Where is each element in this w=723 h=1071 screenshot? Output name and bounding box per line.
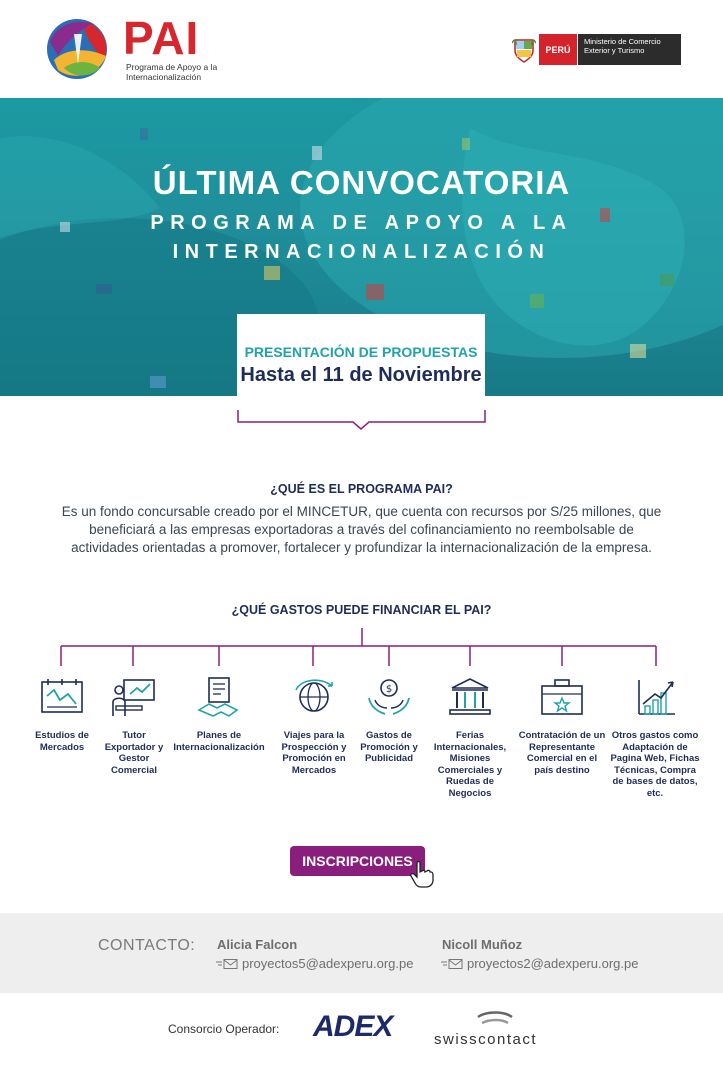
banner-title: ÚLTIMA CONVOCATORIA [152, 164, 571, 201]
gasto-label: Gastos de Promoción y Publicidad [360, 730, 418, 764]
pai-logo-subtitle: Programa de Apoyo a la Internacionalización [126, 62, 218, 82]
mail-icon [216, 959, 238, 969]
deadline-label: PRESENTACIÓN DE PROPUESTAS [244, 344, 478, 360]
banner-subtitle-line1: PROGRAMA DE APOYO A LA [150, 212, 573, 234]
institution-icon [446, 676, 494, 718]
contact-person-1 [216, 937, 413, 971]
gasto-label: Planes de Internacionalización [173, 730, 265, 753]
mincetur-logo [512, 34, 681, 65]
chart-board-icon [38, 676, 86, 718]
adex-logo: ADEX [313, 1010, 393, 1043]
growth-chart-icon [631, 676, 679, 718]
gasto-label: Tutor Exportador y Gestor Comercial [104, 730, 164, 776]
gasto-label: Viajes para la Prospección y Promoción en Mercados [281, 730, 347, 776]
peru-coat-of-arms-icon [512, 37, 536, 63]
contact-email[interactable]: proyectos5@adexperu.org.pe [242, 956, 414, 971]
gasto-item-planes [170, 676, 268, 753]
svg-text:$: $ [385, 684, 393, 695]
mail-icon [441, 959, 463, 969]
gasto-label: Contratación de un Representante Comercial en el país destino [518, 730, 606, 776]
deadline-card [237, 314, 485, 398]
gastos-heading: ¿QUÉ GASTOS PUEDE FINANCIAR EL PAI? [231, 603, 492, 617]
gasto-item-viajes [278, 676, 350, 776]
contact-email[interactable]: proyectos2@adexperu.org.pe [467, 956, 639, 971]
gasto-item-ferias [428, 676, 512, 799]
contact-name: Nicoll Muñoz [442, 937, 523, 952]
contact-email-row[interactable] [216, 956, 413, 971]
contact-name: Alicia Falcon [217, 937, 298, 952]
contact-person-2 [441, 937, 638, 971]
peru-label: PERÚ [539, 34, 577, 65]
info-heading: ¿QUÉ ES EL PROGRAMA PAI? [270, 482, 453, 496]
swisscontact-logo: swisscontact [434, 1031, 538, 1048]
gasto-label: Ferias Internacionales, Misiones Comerciales y Ruedas de Negocios [433, 730, 507, 799]
ministry-label: Ministerio de Comercio Exterior y Turismo [577, 34, 681, 65]
gastos-connector-tree [0, 628, 723, 668]
inscripciones-button[interactable]: INSCRIPCIONES [290, 846, 425, 876]
contact-label: CONTACTO: [98, 937, 196, 954]
pai-logo-word: PAI [123, 12, 200, 64]
gasto-item-otros [610, 676, 700, 799]
globe-icon [290, 676, 338, 718]
money-hands-icon [365, 676, 413, 718]
briefcase-icon [538, 676, 586, 718]
gasto-item-tutor [102, 676, 166, 776]
pointer-hand-icon [408, 860, 436, 888]
gasto-item-gastos [356, 676, 422, 765]
handshake-document-icon [195, 676, 243, 718]
gasto-label: Estudios de Mercados [35, 730, 89, 753]
deadline-bracket [237, 398, 486, 432]
deadline-value: Hasta el 11 de Noviembre [240, 364, 482, 386]
gasto-label: Otros gastos como Adaptación de Pagina Web, Fichas Técnicas, Compra de bases de datos, etc. [610, 730, 700, 799]
banner-subtitle-line2: INTERNACIONALIZACIÓN [172, 241, 551, 263]
swisscontact-mark-icon [474, 1011, 516, 1029]
presenter-icon [110, 676, 158, 718]
contact-section [0, 913, 723, 993]
contact-email-row[interactable] [441, 956, 638, 971]
pai-globe-logo [44, 16, 114, 82]
gasto-item-estudios [20, 676, 104, 753]
footer-label: Consorcio Operador: [168, 1022, 280, 1036]
gasto-item-contratacion [518, 676, 606, 776]
header [0, 0, 723, 98]
info-body: Es un fondo concursable creado por el MINCETUR, que cuenta con recursos por S/25 millones, que beneficiará a las empresas exportadoras a través del cofinanciamiento no reembolsable de actividades orientadas a promover, fortalecer y profundizar la internacionalización de la empresa. [61, 504, 662, 555]
